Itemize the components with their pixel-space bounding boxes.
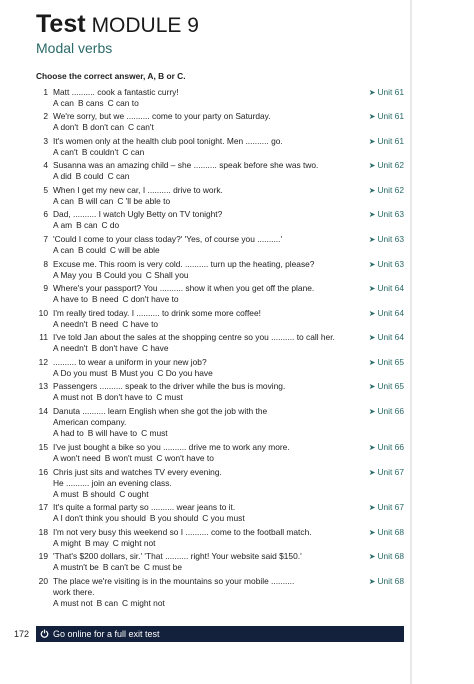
question-body [53, 185, 368, 207]
unit-reference [369, 381, 404, 392]
answer-option[interactable]: B can [96, 598, 118, 608]
question-body [53, 332, 368, 354]
answer-option[interactable]: C have [141, 343, 169, 353]
question-number: 20 [38, 576, 48, 586]
answer-option[interactable]: B can't be [102, 562, 140, 572]
question-body [53, 259, 368, 281]
answer-option[interactable]: A can't [53, 147, 78, 157]
unit-label: Unit 66 [377, 406, 404, 416]
unit-label: Unit 63 [377, 259, 404, 269]
question-text: Dad, .......... I watch Ugly Betty on TV tonight? [53, 209, 223, 219]
unit-label: Unit 68 [377, 576, 404, 586]
answer-option[interactable]: A must not [53, 598, 93, 608]
answer-option[interactable]: C can to [107, 98, 139, 108]
question-body [53, 308, 368, 330]
question-number: 1 [43, 87, 48, 97]
unit-reference [369, 111, 404, 122]
question-body [53, 527, 368, 549]
answer-option[interactable]: A mustn't be [53, 562, 99, 572]
answer-option[interactable]: C must [141, 428, 168, 438]
answer-option[interactable]: A can [53, 196, 74, 206]
answer-option[interactable]: A must not [53, 392, 93, 402]
answer-option[interactable]: A don't [53, 122, 79, 132]
arrow-icon: ➤ [368, 161, 376, 170]
unit-reference [369, 527, 404, 538]
unit-label: Unit 64 [377, 283, 404, 293]
answer-options [53, 368, 368, 379]
answer-option[interactable]: B don't can [82, 122, 125, 132]
answer-option[interactable]: C do [101, 220, 120, 230]
question-text: We're sorry, but we .......... come to your party on Saturday. [53, 111, 271, 121]
question-body [53, 442, 368, 464]
answer-options [53, 489, 368, 500]
answer-option[interactable]: A did [53, 171, 72, 181]
arrow-icon: ➤ [368, 503, 376, 512]
question-text: I'm not very busy this weekend so I .......... come to the football match. [53, 527, 312, 537]
unit-reference [369, 502, 404, 513]
question-number: 19 [38, 551, 48, 561]
answer-option[interactable]: C must [156, 392, 183, 402]
question-number: 9 [43, 283, 48, 293]
question-text: He .......... join an evening class. [53, 478, 172, 488]
unit-reference [369, 283, 404, 294]
unit-label: Unit 65 [377, 381, 404, 391]
answer-options [53, 562, 368, 573]
arrow-icon: ➤ [368, 260, 376, 269]
unit-label: Unit 63 [377, 234, 404, 244]
question-number: 7 [43, 234, 48, 244]
question-body [53, 576, 368, 609]
arrow-icon: ➤ [368, 284, 376, 293]
title-test: Test [36, 10, 86, 38]
question-number: 10 [38, 308, 48, 318]
question-text: Susanna was an amazing child – she .......... speak before she was two. [53, 160, 319, 170]
answer-option[interactable]: C can [122, 147, 145, 157]
question-text: Passengers .......... speak to the driver while the bus is moving. [53, 381, 286, 391]
instruction: Choose the correct answer, A, B or C. [36, 71, 186, 81]
question-number: 4 [43, 160, 48, 170]
unit-reference [369, 332, 404, 343]
title-module: MODULE 9 [91, 14, 199, 37]
answer-option[interactable]: C Do you have [157, 368, 213, 378]
page-subtitle: Modal verbs [36, 40, 113, 56]
unit-label: Unit 68 [377, 551, 404, 561]
question-text: Excuse me. This room is very cold. .......... turn up the heating, please? [53, 259, 315, 269]
unit-reference [369, 136, 404, 147]
question-number: 14 [38, 406, 48, 416]
unit-label: Unit 61 [377, 111, 404, 121]
arrow-icon: ➤ [368, 552, 376, 561]
unit-reference [369, 467, 404, 478]
unit-reference [369, 442, 404, 453]
answer-option[interactable]: C have to [122, 319, 159, 329]
unit-label: Unit 67 [377, 502, 404, 512]
answer-option[interactable]: B couldn't [81, 147, 119, 157]
unit-reference [369, 259, 404, 270]
question-number: 5 [43, 185, 48, 195]
unit-label: Unit 65 [377, 357, 404, 367]
banner-text: Go online for a full exit test [53, 629, 160, 639]
question-text: I'm really tired today. I .......... to drink some more coffee! [53, 308, 261, 318]
answer-option[interactable]: C 'll be able to [117, 196, 171, 206]
answer-option[interactable]: C Shall you [145, 270, 189, 280]
answer-options [53, 122, 368, 133]
answer-option[interactable]: B may [84, 538, 109, 548]
answer-options [53, 392, 368, 403]
question-body [53, 467, 368, 500]
question-body [53, 551, 368, 573]
answer-options [53, 294, 368, 305]
arrow-icon: ➤ [368, 407, 376, 416]
arrow-icon: ➤ [368, 210, 376, 219]
arrow-icon: ➤ [368, 88, 376, 97]
unit-label: Unit 68 [377, 527, 404, 537]
answer-option[interactable]: B need [91, 294, 119, 304]
question-body [53, 406, 368, 439]
answer-option[interactable]: C can [107, 171, 130, 181]
answer-option[interactable]: B cans [77, 98, 104, 108]
question-body [53, 87, 368, 109]
answer-option[interactable]: B will have to [87, 428, 138, 438]
arrow-icon: ➤ [368, 382, 376, 391]
question-text: American company. [53, 417, 127, 427]
unit-label: Unit 61 [377, 136, 404, 146]
unit-label: Unit 64 [377, 332, 404, 342]
answer-option[interactable]: B Could you [96, 270, 142, 280]
answer-option[interactable]: C you must [202, 513, 245, 523]
answer-option[interactable]: C ought [119, 489, 149, 499]
answer-option[interactable]: C might not [112, 538, 156, 548]
answer-option[interactable]: A Do you must [53, 368, 108, 378]
question-text: It's women only at the health club pool tonight. Men .......... go. [53, 136, 283, 146]
answer-option[interactable]: C must be [143, 562, 182, 572]
unit-reference [369, 160, 404, 171]
answer-option[interactable]: B don't have to [96, 392, 153, 402]
answer-options [53, 147, 368, 158]
arrow-icon: ➤ [368, 333, 376, 342]
unit-reference [369, 308, 404, 319]
answer-options [53, 270, 368, 281]
answer-option[interactable]: A had to [53, 428, 84, 438]
question-body [53, 502, 368, 524]
answer-option[interactable]: A might [53, 538, 81, 548]
question-text: I've just bought a bike so you .......... drive me to work any more. [53, 442, 290, 452]
question-number: 2 [43, 111, 48, 121]
answer-options [53, 598, 368, 609]
question-number: 16 [38, 467, 48, 477]
question-number: 6 [43, 209, 48, 219]
unit-label: Unit 64 [377, 308, 404, 318]
unit-reference [369, 576, 404, 587]
question-text: 'Could I come to your class today?' 'Yes, of course you ..........' [53, 234, 283, 244]
unit-label: Unit 63 [377, 209, 404, 219]
answer-options [53, 196, 368, 207]
answer-option[interactable]: B can [76, 220, 98, 230]
arrow-icon: ➤ [368, 443, 376, 452]
question-number: 15 [38, 442, 48, 452]
arrow-icon: ➤ [368, 309, 376, 318]
question-text: The place we're visiting is in the mountains so your mobile .......... [53, 576, 295, 586]
answer-option[interactable]: A am [53, 220, 73, 230]
unit-label: Unit 62 [377, 160, 404, 170]
unit-label: Unit 62 [377, 185, 404, 195]
arrow-icon: ➤ [368, 577, 376, 586]
unit-reference [369, 87, 404, 98]
answer-option[interactable]: B Must you [111, 368, 154, 378]
question-body [53, 381, 368, 403]
answer-options [53, 538, 368, 549]
arrow-icon: ➤ [368, 468, 376, 477]
answer-options [53, 98, 368, 109]
answer-option[interactable]: C will be able [109, 245, 160, 255]
answer-option[interactable]: A I don't think you should [53, 513, 146, 523]
arrow-icon: ➤ [368, 112, 376, 121]
answer-option[interactable]: A May you [53, 270, 93, 280]
arrow-icon: ➤ [368, 358, 376, 367]
online-test-banner[interactable] [36, 626, 404, 642]
answer-option[interactable]: A can [53, 245, 74, 255]
question-number: 11 [39, 332, 48, 342]
question-body [53, 283, 368, 305]
question-body [53, 160, 368, 182]
question-text: Where's your passport? You .......... show it when you get off the plane. [53, 283, 315, 293]
arrow-icon: ➤ [368, 528, 376, 537]
answer-options [53, 171, 368, 182]
page-fold-shadow [410, 0, 412, 684]
page-title [36, 10, 199, 39]
arrow-icon: ➤ [368, 186, 376, 195]
question-text: Danuta .......... learn English when she got the job with the [53, 406, 268, 416]
question-number: 18 [38, 527, 48, 537]
unit-label: Unit 61 [377, 87, 404, 97]
answer-options [53, 319, 368, 330]
question-number: 8 [43, 259, 48, 269]
answer-option[interactable]: A have to [53, 294, 88, 304]
unit-reference [369, 209, 404, 220]
question-number: 3 [43, 136, 48, 146]
answer-options [53, 428, 368, 439]
answer-option[interactable]: A needn't [53, 319, 88, 329]
question-number: 17 [38, 502, 48, 512]
answer-option[interactable]: C won't have to [156, 453, 214, 463]
question-body [53, 209, 368, 231]
question-body [53, 234, 368, 256]
unit-reference [369, 185, 404, 196]
answer-option[interactable]: A won't need [53, 453, 101, 463]
answer-option[interactable]: A must [53, 489, 79, 499]
answer-option[interactable]: B will can [77, 196, 114, 206]
question-text: When I get my new car, I .......... drive to work. [53, 185, 223, 195]
question-text: Chris just sits and watches TV every evening. [53, 467, 222, 477]
answer-options [53, 453, 368, 464]
question-text: .......... to wear a uniform in your new job? [53, 357, 207, 367]
answer-option[interactable]: C might not [122, 598, 165, 608]
question-number: 13 [38, 381, 48, 391]
answer-options [53, 343, 368, 354]
question-text: 'That's $200 dollars, sir.' 'That .......... right! Your website said $150.' [53, 551, 302, 561]
answer-option[interactable]: B don't have [91, 343, 138, 353]
unit-reference [369, 357, 404, 368]
question-text: I've told Jan about the sales at the shopping centre so you .......... to call her. [53, 332, 335, 342]
unit-label: Unit 67 [377, 467, 404, 477]
question-text: Matt .......... cook a fantastic curry! [53, 87, 179, 97]
unit-label: Unit 66 [377, 442, 404, 452]
question-text: work there. [53, 587, 95, 597]
answer-option[interactable]: B won't must [104, 453, 153, 463]
answer-option[interactable]: B could [77, 245, 106, 255]
answer-option[interactable]: C can't [128, 122, 154, 132]
unit-reference [369, 234, 404, 245]
answer-option[interactable]: A needn't [53, 343, 88, 353]
question-text: It's quite a formal party so .......... wear jeans to it. [53, 502, 236, 512]
answer-options [53, 513, 368, 524]
answer-option[interactable]: B could [75, 171, 104, 181]
unit-reference [369, 406, 404, 417]
answer-option[interactable]: C don't have to [122, 294, 179, 304]
answer-option[interactable]: B you should [149, 513, 199, 523]
question-body [53, 136, 368, 158]
page-number: 172 [14, 629, 30, 639]
question-body [53, 111, 368, 133]
question-body [53, 357, 368, 379]
power-icon [40, 626, 49, 642]
answer-option[interactable]: A can [53, 98, 74, 108]
question-number: 12 [38, 357, 48, 367]
answer-option[interactable]: B should [82, 489, 116, 499]
unit-reference [369, 551, 404, 562]
arrow-icon: ➤ [368, 235, 376, 244]
answer-options [53, 245, 368, 256]
answer-option[interactable]: B need [91, 319, 119, 329]
answer-options [53, 220, 368, 231]
arrow-icon: ➤ [368, 137, 376, 146]
